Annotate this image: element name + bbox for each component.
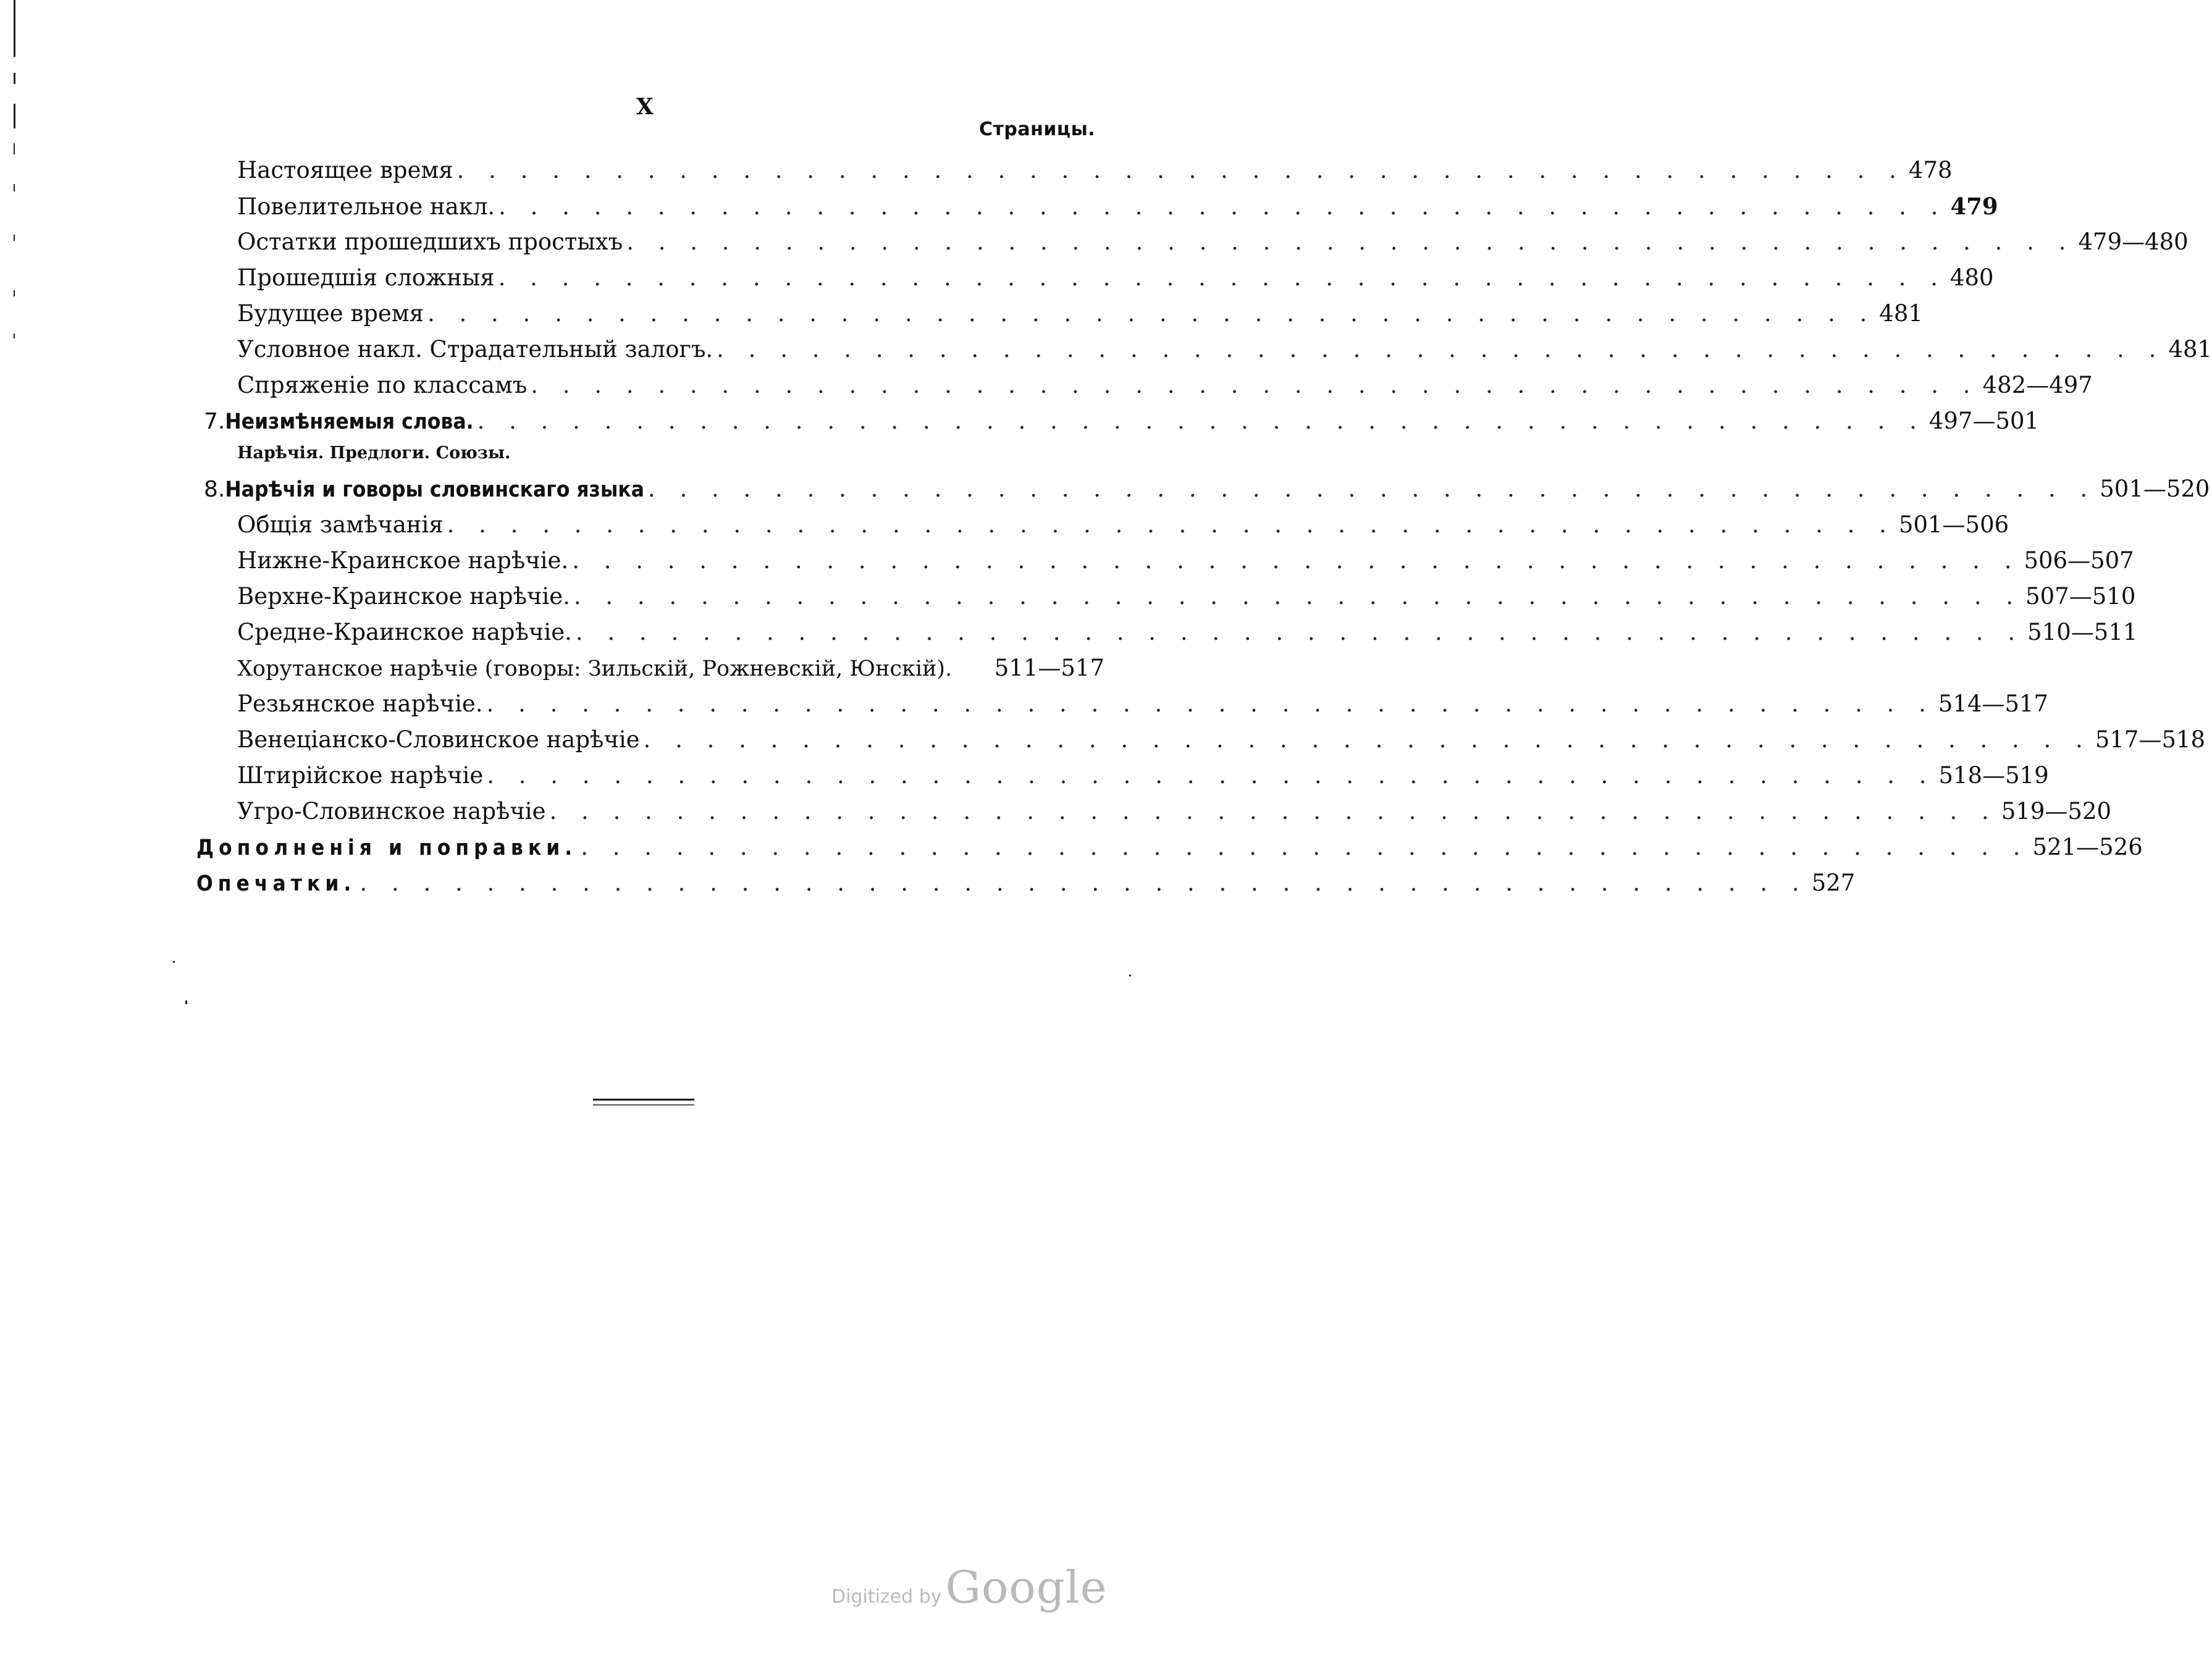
toc-title: Спряженіе по классамъ	[237, 372, 528, 398]
toc-pages: 479	[1950, 193, 1998, 220]
toc-row	[237, 157, 1953, 185]
toc-row	[237, 300, 1923, 329]
scan-edge-mark	[14, 104, 15, 128]
toc-row	[196, 834, 2143, 862]
toc-title: Угро-Словинское нарѣчіе	[237, 798, 546, 824]
toc-pages: 501—520	[2100, 476, 2210, 502]
toc-title: Резьянское нарѣчіе.	[237, 690, 483, 717]
toc-row	[237, 336, 2212, 364]
section-subnote: Нарѣчія. Предлоги. Союзы.	[237, 443, 511, 463]
toc-pages: 481	[1879, 300, 1923, 327]
dot-leader: . . . . . . . . . . . . . . . . . . . . . . . . . . . . . . . . . . . . . . . . . . . . . .	[572, 547, 2021, 574]
dot-leader: . . . . . . . . . . . . . . . . . . . . . . . . . . . . . . . . . . . . . . . . . . . . . .	[575, 619, 2024, 645]
toc-pages: 518—519	[1938, 762, 2049, 789]
scan-edge-mark	[14, 290, 15, 296]
dot-leader: . . . . . . . . . . . . . . . . . . . . . . . . . . . . . . . . . . . . . . . . . . . . . .	[498, 264, 1946, 291]
toc-title: Дополненія и поправки.	[196, 836, 578, 860]
toc-number: 8.	[204, 477, 225, 502]
google-logo: Google	[945, 1561, 1108, 1613]
dot-leader: . . . . . . . . . . . . . . . . . . . . . . . . . . . . . . . . . . . . . . . . . . . . . .	[360, 870, 1808, 896]
toc-pages: 480	[1949, 264, 1994, 291]
toc-row	[237, 193, 1998, 221]
dot-leader: . . . . . . . . . . . . . . . . . . . . . . . . . . . . . . . . . . . . . . . . . . . . . .	[477, 408, 1925, 434]
dot-leader: . . . . . . . . . . . . . . . . . . . . . . . . . . . . . . . . . . . . . . . . . . . . . .	[573, 583, 2022, 610]
toc-title: Повелительное накл.	[237, 193, 495, 220]
toc-pages: 527	[1811, 870, 1856, 896]
page-number: X	[636, 94, 654, 120]
toc-title: Будущее время	[237, 300, 424, 327]
toc-title: Неизмѣняемыя слова.	[225, 409, 474, 434]
toc-row	[237, 798, 2112, 826]
toc-number: 7.	[204, 409, 225, 434]
toc-row	[237, 511, 2009, 540]
scan-speck	[1129, 975, 1131, 976]
toc-title: Верхне-Краинское нарѣчіе.	[237, 583, 570, 610]
dot-leader: . . . . . . . . . . . . . . . . . . . . . . . . . . . . . . . . . . . . . . . . . . . . . .	[626, 229, 2075, 255]
dot-leader: . . . . . . . . . . . . . . . . . . . . . . . . . . . . . . . . . . . . . . . . . . . . . .	[487, 762, 1935, 789]
toc-title: Общія замѣчанія	[237, 511, 444, 538]
toc-row	[204, 408, 2040, 436]
toc-pages: 481	[2168, 336, 2212, 363]
pages-column-header: Страницы.	[979, 119, 1096, 140]
dot-leader: . . . . . . . . . . . . . . . . . . . . . . . . . . . . . . . . . . . . . . . . . . . . . .	[717, 336, 2165, 363]
toc-row	[237, 655, 1104, 683]
dot-leader: . . . . . . . . . . . . . . . . . . . . . . . . . . . . . . . . . . . . . . . . . . . . . .	[427, 300, 1876, 327]
toc-title: Нарѣчія и говоры словинскаго языка	[225, 477, 644, 502]
watermark-prefix: Digitized by	[831, 1586, 942, 1608]
toc-row	[237, 726, 2206, 755]
toc-title: Остатки прошедшихъ простыхъ	[237, 229, 623, 255]
scan-edge-mark	[14, 184, 15, 191]
toc-title: Венеціанско-Словинское нарѣчіе	[237, 726, 640, 753]
toc-row	[237, 690, 2049, 719]
toc-row	[237, 372, 2093, 400]
toc-pages: 482—497	[1982, 372, 2093, 398]
dot-leader: . . . . . . . . . . . . . . . . . . . . . . . . . . . . . . . . . . . . . . . . . . . . . .	[531, 372, 1979, 398]
dot-leader: . . . . . . . . . . . . . . . . . . . . . . . . . . . . . . . . . . . . . . . . . . . . . .	[447, 511, 1895, 538]
scan-edge-mark	[14, 0, 15, 57]
toc-pages: 501—506	[1898, 511, 2009, 538]
toc-row	[237, 229, 2189, 257]
toc-title: Условное накл. Страдательный залогъ.	[237, 336, 713, 363]
digitized-watermark	[831, 1561, 1107, 1613]
scan-edge-mark	[14, 73, 15, 84]
toc-row	[196, 870, 1856, 898]
toc-pages: 507—510	[2025, 583, 2136, 610]
toc-title: Нижне-Краинское нарѣчіе.	[237, 547, 569, 574]
scan-speck	[185, 1001, 187, 1004]
scan-edge-mark	[14, 235, 15, 241]
toc-pages: 521—526	[2032, 834, 2143, 860]
toc-pages: 479—480	[2078, 229, 2189, 255]
dot-leader: . . . . . . . . . . . . . . . . . . . . . . . . . . . . . . . . . . . . . . . . . . . . . .	[549, 798, 1998, 824]
toc-pages: 519—520	[2001, 798, 2112, 824]
toc-pages: 514—517	[1938, 690, 2049, 717]
toc-title: Штирійское нарѣчіе	[237, 762, 484, 789]
toc-pages: 517—518	[2095, 726, 2206, 753]
scan-speck	[173, 961, 175, 963]
scan-edge-mark	[14, 334, 15, 338]
toc-pages: 510—511	[2027, 619, 2138, 645]
toc-row	[237, 547, 2134, 576]
toc-title: Настоящее время	[237, 157, 453, 183]
toc-row	[237, 762, 2049, 791]
dot-leader: . . . . . . . . . . . . . . . . . . . . . . . . . . . . . . . . . . . . . . . . . . . . . .	[498, 193, 1947, 220]
dot-leader: . . . . . . . . . . . . . . . . . . . . . . . . . . . . . . . . . . . . . . . . . . . . . .	[643, 726, 2092, 753]
dot-leader: . . . . . . . . . . . . . . . . . . . . . . . . . . . . . . . . . . . . . . . . . . . . . .	[456, 157, 1905, 183]
toc-pages: 497—501	[1928, 408, 2040, 434]
toc-pages: 511—517	[994, 655, 1104, 681]
toc-pages: 506—507	[2024, 547, 2134, 574]
toc-title: Опечатки.	[196, 871, 356, 896]
section-rule	[593, 1099, 694, 1105]
dot-leader: . . . . . . . . . . . . . . . . . . . . . . . . . . . . . . . . . . . . . . . . . . . . . .	[581, 834, 2029, 860]
toc-pages: 478	[1908, 157, 1953, 183]
scan-edge-mark	[14, 143, 15, 154]
toc-title: Средне-Краинское нарѣчіе.	[237, 619, 572, 645]
dot-leader: . . . . . . . . . . . . . . . . . . . . . . . . . . . . . . . . . . . . . . . . . . . . . .	[486, 690, 1935, 717]
toc-title: Прошедшія сложныя	[237, 264, 495, 291]
toc-title: Хорутанское нарѣчіе (говоры: Зильскій, Рожневскій, Юнскій).	[237, 657, 953, 681]
toc-row	[237, 583, 2136, 611]
toc-row	[204, 476, 2210, 504]
dot-leader: . . . . . . . . . . . . . . . . . . . . . . . . . . . . . . . . . . . . . . . . . . . . . .	[647, 476, 2096, 502]
toc-row	[237, 264, 1994, 293]
toc-row	[237, 619, 2138, 647]
